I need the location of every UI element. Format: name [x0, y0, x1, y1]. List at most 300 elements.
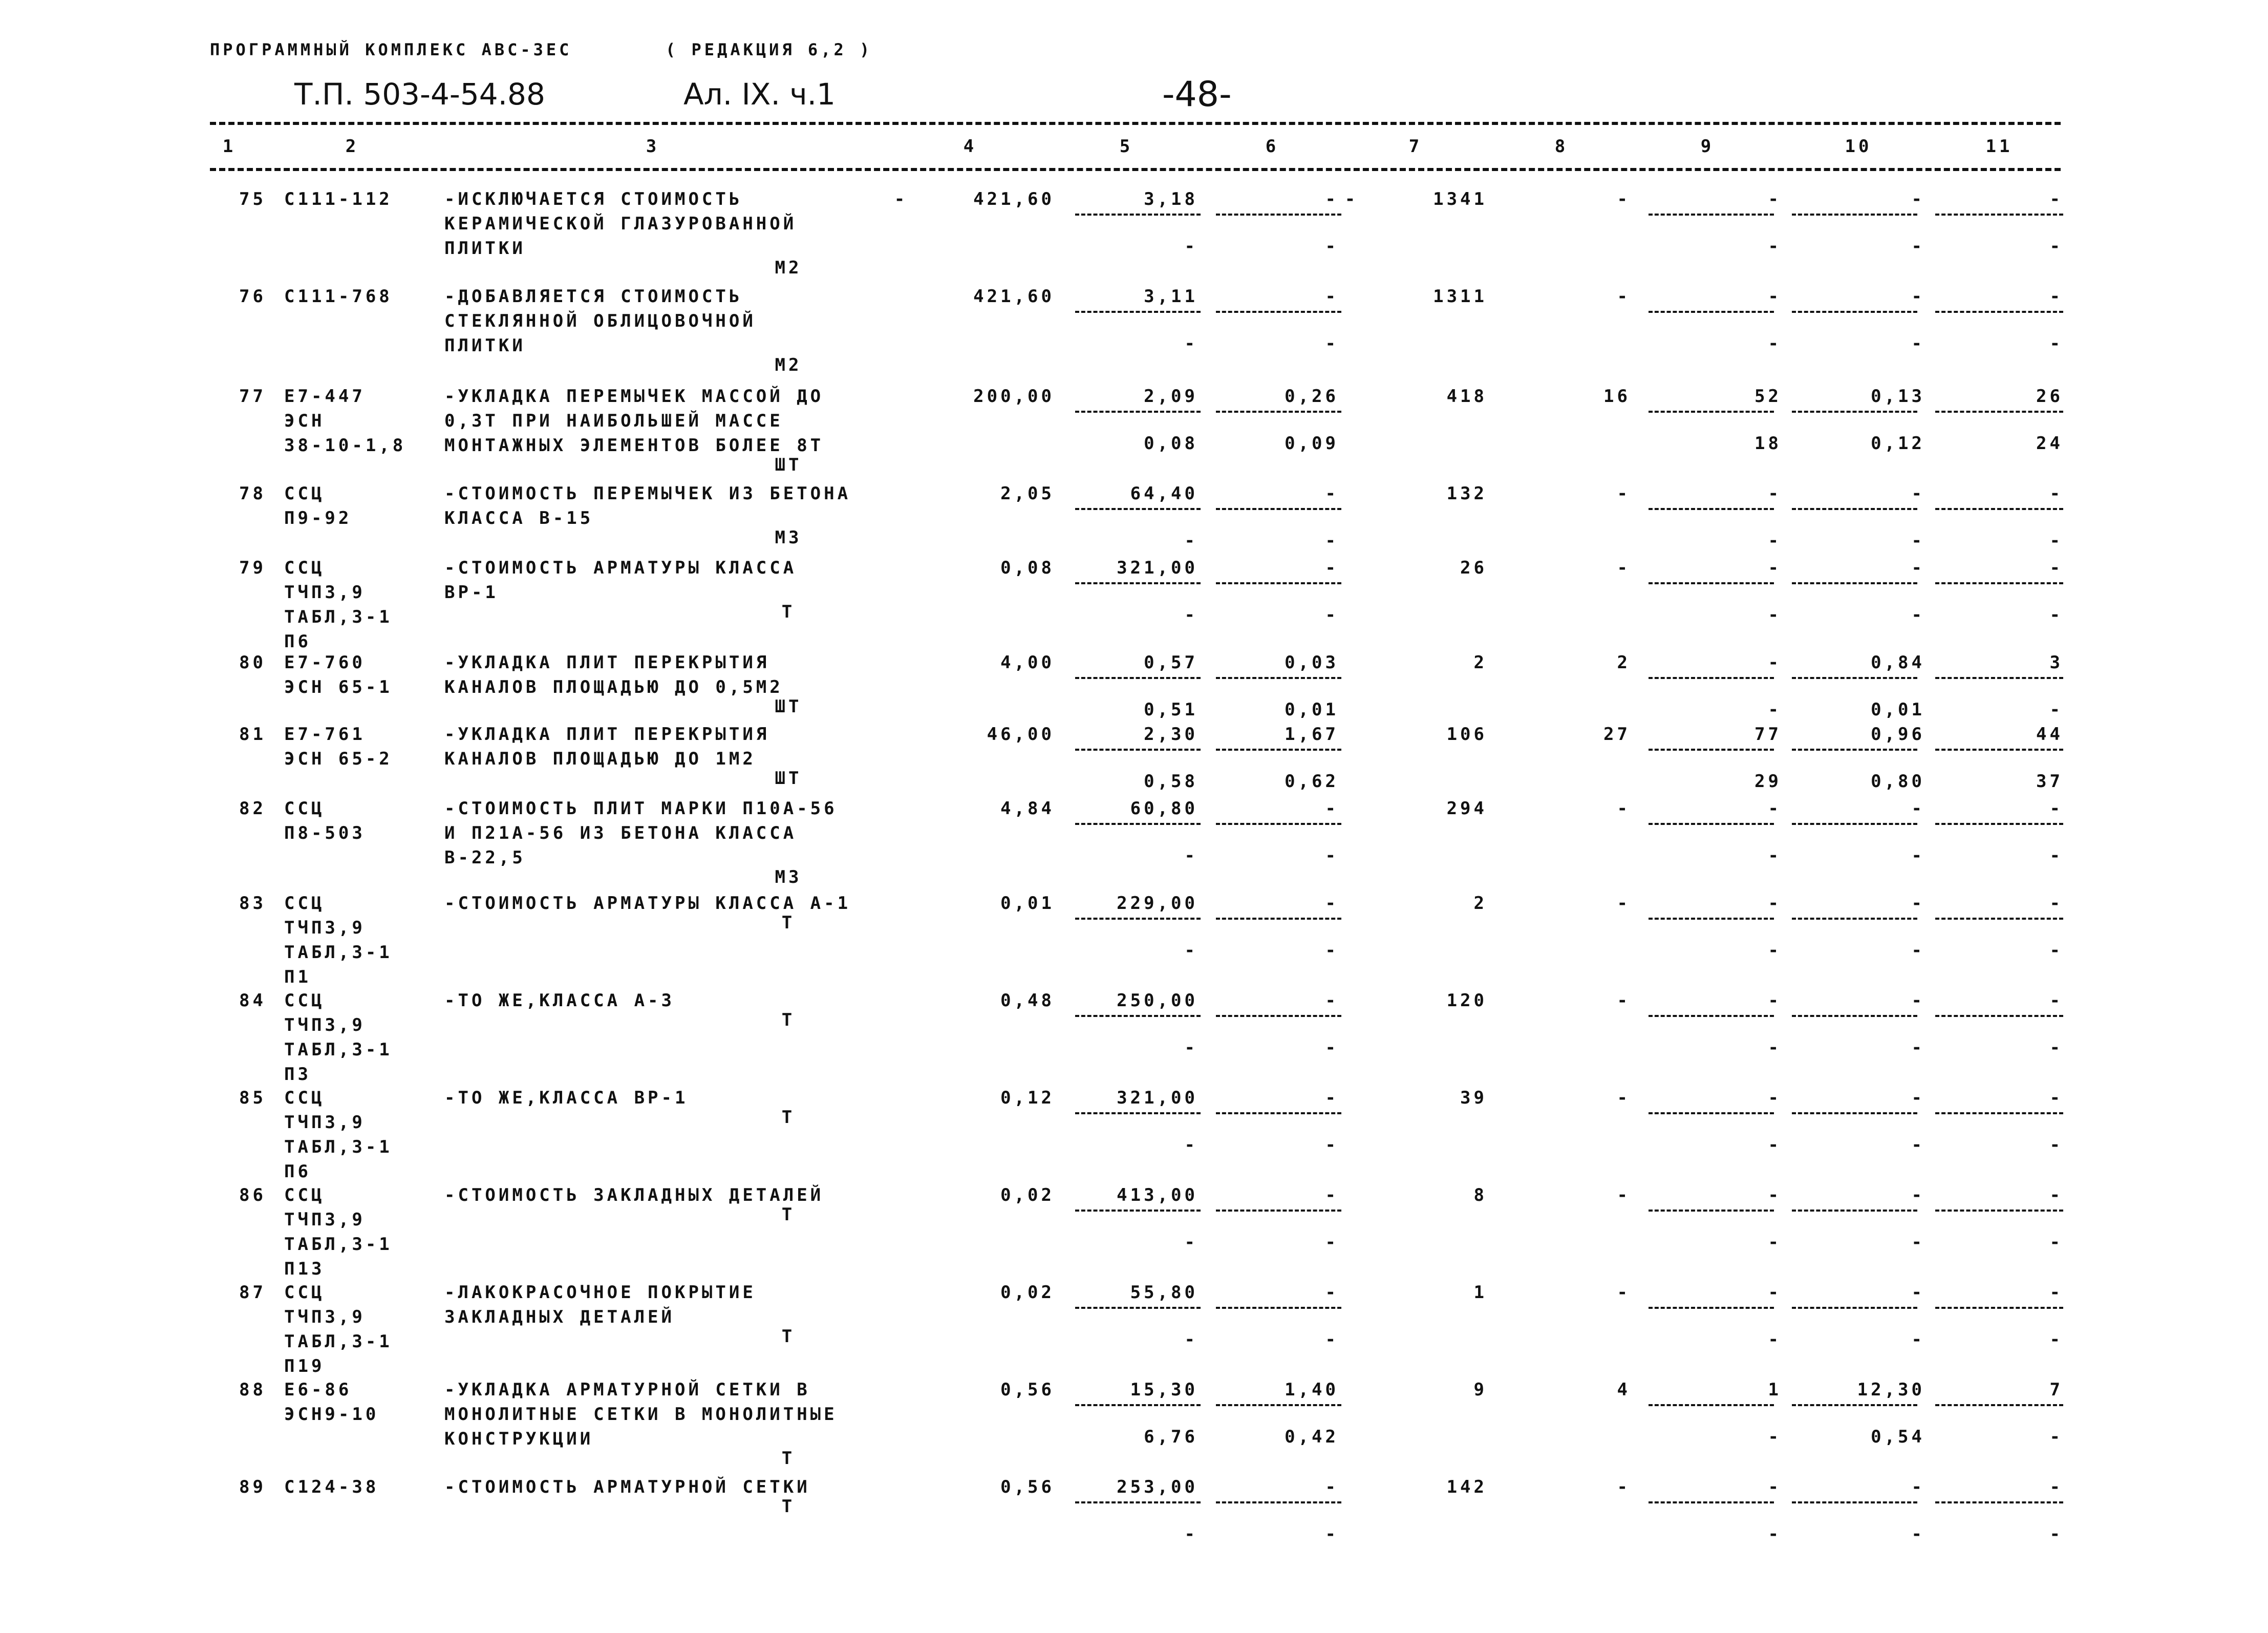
value-c5: 321,00	[1117, 558, 1198, 578]
value-c6: -	[1325, 990, 1339, 1011]
value-c10: -	[1911, 189, 1925, 209]
column-number: 1	[222, 136, 237, 157]
resource-code: ТАБЛ,3-1	[284, 1331, 393, 1352]
lower-value-c6: 0,62	[1285, 771, 1339, 792]
project-code: Т.П. 503-4-54.88	[294, 77, 545, 112]
value-qty: 2,05	[1000, 483, 1055, 504]
resource-code: ТЧП3,9	[284, 918, 366, 938]
value-c9: 52	[1755, 386, 1782, 407]
divider-c6	[1216, 677, 1341, 679]
resource-code: ССЦ	[284, 483, 325, 504]
resource-code: ССЦ	[284, 990, 325, 1011]
lower-value-c9: 18	[1755, 433, 1782, 454]
lower-value-c10: -	[1911, 236, 1925, 257]
value-qty: 0,08	[1000, 558, 1055, 578]
value-c10: -	[1911, 1477, 1925, 1497]
work-description: ЗАКЛАДНЫХ ДЕТАЛЕЙ	[444, 1307, 675, 1327]
row-number: 78	[239, 483, 266, 504]
row-number: 82	[239, 798, 266, 819]
value-c11: -	[2049, 189, 2063, 209]
work-description: -ИСКЛЮЧАЕТСЯ СТОИМОСТЬ	[444, 189, 743, 209]
divider-c6	[1216, 1112, 1341, 1114]
divider-c5	[1075, 582, 1201, 584]
value-c11: -	[2049, 483, 2063, 504]
unit-of-measure: ШТ	[775, 455, 802, 475]
value-c11: -	[2049, 798, 2063, 819]
resource-code: П19	[284, 1356, 325, 1376]
lower-value-c10: 0,12	[1871, 433, 1925, 454]
divider-c9	[1649, 749, 1774, 751]
value-c7: 120	[1446, 990, 1487, 1011]
divider-c10	[1792, 1112, 1917, 1114]
lower-value-c6: -	[1325, 605, 1339, 625]
value-c11: -	[2049, 286, 2063, 307]
value-c8: -	[1617, 286, 1631, 307]
value-c9: -	[1768, 286, 1782, 307]
divider-c5	[1075, 918, 1201, 920]
lower-value-c10: -	[1911, 1329, 1925, 1350]
resource-code: ЭСН	[284, 411, 325, 431]
lower-value-c5: -	[1184, 845, 1198, 866]
lower-value-c6: 0,01	[1285, 699, 1339, 720]
lower-value-c9: -	[1768, 940, 1782, 961]
lower-value-c6: -	[1325, 940, 1339, 961]
lower-value-c9: 29	[1755, 771, 1782, 792]
row-number: 83	[239, 893, 266, 914]
value-c7: 2	[1473, 652, 1487, 673]
divider-c10	[1792, 1501, 1917, 1503]
divider-c11	[1935, 1404, 2063, 1406]
divider-c11	[1935, 311, 2063, 313]
resource-code: ССЦ	[284, 1185, 325, 1205]
value-c6: -	[1325, 286, 1339, 307]
value-c6: 1,40	[1285, 1380, 1339, 1400]
divider-c6	[1216, 1404, 1341, 1406]
page-number: -48-	[1162, 74, 1232, 115]
value-c9: -	[1768, 1477, 1782, 1497]
value-c8: -	[1617, 189, 1631, 209]
work-description: МОНОЛИТНЫЕ СЕТКИ В МОНОЛИТНЫЕ	[444, 1404, 838, 1425]
value-c11: 44	[2036, 724, 2063, 745]
divider-c5	[1075, 823, 1201, 825]
lower-value-c9: -	[1768, 1524, 1782, 1544]
value-c10: 12,30	[1857, 1380, 1925, 1400]
value-c8: 4	[1617, 1380, 1631, 1400]
lower-value-c9: -	[1768, 333, 1782, 354]
lower-value-c10: 0,54	[1871, 1427, 1925, 1447]
lower-value-c5: -	[1184, 1135, 1198, 1155]
row-number: 80	[239, 652, 266, 673]
value-c11: 26	[2036, 386, 2063, 407]
value-c9: -	[1768, 652, 1782, 673]
value-c9: -	[1768, 1282, 1782, 1303]
value-c6: 0,26	[1285, 386, 1339, 407]
resource-code: П9-92	[284, 508, 352, 528]
value-qty: 4,84	[1000, 798, 1055, 819]
divider-c5	[1075, 411, 1201, 413]
work-description: -УКЛАДКА ПЛИТ ПЕРЕКРЫТИЯ	[444, 724, 770, 745]
divider-c11	[1935, 749, 2063, 751]
divider-c5	[1075, 1112, 1201, 1114]
divider-c9	[1649, 214, 1774, 216]
value-c10: -	[1911, 893, 1925, 914]
value-c10: -	[1911, 1185, 1925, 1205]
column-number: 6	[1265, 136, 1279, 157]
value-c10: 0,84	[1871, 652, 1925, 673]
lower-value-c6: -	[1325, 1037, 1339, 1058]
lower-value-c11: -	[2049, 333, 2063, 354]
lower-value-c10: -	[1911, 531, 1925, 551]
column-number: 7	[1408, 136, 1423, 157]
program-title: ПРОГРАММНЫЙ КОМПЛЕКС АВС-ЗЕС	[210, 40, 572, 59]
value-c10: 0,13	[1871, 386, 1925, 407]
divider-c9	[1649, 582, 1774, 584]
value-c8: 2	[1617, 652, 1631, 673]
value-c11: -	[2049, 1282, 2063, 1303]
divider-c6	[1216, 214, 1341, 216]
divider-c10	[1792, 1404, 1917, 1406]
lower-value-c5: -	[1184, 1232, 1198, 1253]
divider-c11	[1935, 918, 2063, 920]
resource-code: 38-10-1,8	[284, 435, 406, 456]
divider-c9	[1649, 823, 1774, 825]
resource-code: ССЦ	[284, 1088, 325, 1108]
lower-value-c9: -	[1768, 1232, 1782, 1253]
value-qty: 46,00	[987, 724, 1055, 745]
divider-c5	[1075, 677, 1201, 679]
value-c10: -	[1911, 990, 1925, 1011]
value-c7: 39	[1460, 1088, 1487, 1108]
divider-c11	[1935, 411, 2063, 413]
value-c11: -	[2049, 1477, 2063, 1497]
divider-c5	[1075, 1015, 1201, 1017]
resource-code: ТАБЛ,3-1	[284, 1137, 393, 1157]
divider-c9	[1649, 508, 1774, 510]
divider-c11	[1935, 582, 2063, 584]
value-c5: 321,00	[1117, 1088, 1198, 1108]
row-number: 84	[239, 990, 266, 1011]
value-c9: 77	[1755, 724, 1782, 745]
column-number: 2	[345, 136, 359, 157]
lower-value-c5: 0,51	[1144, 699, 1198, 720]
resource-code: ТАБЛ,3-1	[284, 1234, 393, 1255]
value-c7: 9	[1473, 1380, 1487, 1400]
row-number: 87	[239, 1282, 266, 1303]
divider-c10	[1792, 1307, 1917, 1309]
value-c11: -	[2049, 990, 2063, 1011]
divider-c10	[1792, 749, 1917, 751]
divider-c10	[1792, 918, 1917, 920]
lower-value-c6: -	[1325, 1232, 1339, 1253]
lower-value-c9: -	[1768, 1427, 1782, 1447]
divider-c9	[1649, 677, 1774, 679]
work-description: -СТОИМОСТЬ ПЕРЕМЫЧЕК ИЗ БЕТОНА	[444, 483, 851, 504]
lower-value-c11: -	[2049, 1329, 2063, 1350]
divider-c6	[1216, 508, 1341, 510]
divider-c5	[1075, 749, 1201, 751]
divider-c11	[1935, 1015, 2063, 1017]
value-c6: -	[1325, 483, 1339, 504]
divider-c9	[1649, 1112, 1774, 1114]
column-number: 5	[1119, 136, 1133, 157]
value-c5: 253,00	[1117, 1477, 1198, 1497]
work-description: ПЛИТКИ	[444, 238, 526, 259]
lower-value-c6: -	[1325, 1135, 1339, 1155]
resource-code: Е7-761	[284, 724, 366, 745]
resource-code: Е7-760	[284, 652, 366, 673]
lower-value-c10: -	[1911, 1037, 1925, 1058]
column-number: 4	[963, 136, 977, 157]
divider-c11	[1935, 1307, 2063, 1309]
divider-c6	[1216, 411, 1341, 413]
value-c7: 26	[1460, 558, 1487, 578]
resource-code: П3	[284, 1064, 311, 1085]
value-c7: 132	[1446, 483, 1487, 504]
value-c9: -	[1768, 483, 1782, 504]
header-rule-top	[210, 122, 2061, 125]
lower-value-c11: -	[2049, 845, 2063, 866]
unit-of-measure: Т	[781, 1496, 796, 1517]
lower-value-c6: -	[1325, 1524, 1339, 1544]
resource-code: ТЧП3,9	[284, 1112, 366, 1133]
value-c5: 3,11	[1144, 286, 1198, 307]
lower-value-c10: -	[1911, 1232, 1925, 1253]
divider-c9	[1649, 1307, 1774, 1309]
unit-of-measure: Т	[781, 913, 796, 933]
divider-c5	[1075, 1501, 1201, 1503]
edition-label: ( РЕДАКЦИЯ 6,2 )	[666, 40, 873, 59]
value-c7: 142	[1446, 1477, 1487, 1497]
value-c10: -	[1911, 558, 1925, 578]
lower-value-c9: -	[1768, 845, 1782, 866]
resource-code: ТЧП3,9	[284, 1307, 366, 1327]
divider-c11	[1935, 677, 2063, 679]
divider-c6	[1216, 918, 1341, 920]
divider-c6	[1216, 582, 1341, 584]
column-number: 9	[1700, 136, 1715, 157]
value-c5: 250,00	[1117, 990, 1198, 1011]
resource-code: Е6-86	[284, 1380, 352, 1400]
value-qty: 0,02	[1000, 1185, 1055, 1205]
lower-value-c6: -	[1325, 1329, 1339, 1350]
lower-value-c5: 0,08	[1144, 433, 1198, 454]
lower-value-c9: -	[1768, 1135, 1782, 1155]
lower-value-c5: -	[1184, 333, 1198, 354]
value-c5: 229,00	[1117, 893, 1198, 914]
divider-c11	[1935, 508, 2063, 510]
unit-of-measure: Т	[781, 1010, 796, 1030]
lower-value-c11: -	[2049, 1232, 2063, 1253]
lower-value-c11: -	[2049, 1037, 2063, 1058]
value-c11: 3	[2049, 652, 2063, 673]
work-description: -ТО ЖЕ,КЛАССА А-3	[444, 990, 675, 1011]
lower-value-c9: -	[1768, 699, 1782, 720]
value-c5: 413,00	[1117, 1185, 1198, 1205]
work-description: ПЛИТКИ	[444, 335, 526, 356]
value-c8: -	[1617, 1477, 1631, 1497]
divider-c10	[1792, 508, 1917, 510]
resource-code: ТЧП3,9	[284, 1015, 366, 1035]
value-c9: -	[1768, 189, 1782, 209]
value-qty: 4,00	[1000, 652, 1055, 673]
resource-code: С111-112	[284, 189, 393, 209]
resource-code: ТАБЛ,3-1	[284, 942, 393, 963]
row-number: 77	[239, 386, 266, 407]
value-c5: 3,18	[1144, 189, 1198, 209]
value-c6: -	[1325, 189, 1339, 209]
value-c8: -	[1617, 1282, 1631, 1303]
row-number: 81	[239, 724, 266, 745]
lower-value-c6: 0,09	[1285, 433, 1339, 454]
value-c8: -	[1617, 483, 1631, 504]
divider-c11	[1935, 1210, 2063, 1212]
value-c7: 1	[1473, 1282, 1487, 1303]
value-c5: 15,30	[1130, 1380, 1198, 1400]
unit-of-measure: Т	[781, 1326, 796, 1347]
value-c10: -	[1911, 483, 1925, 504]
work-description: 0,3Т ПРИ НАИБОЛЬШЕЙ МАССЕ	[444, 411, 783, 431]
column-number: 11	[1985, 136, 2013, 157]
work-description: КОНСТРУКЦИИ	[444, 1429, 594, 1449]
row-number: 89	[239, 1477, 266, 1497]
divider-c10	[1792, 1015, 1917, 1017]
divider-c9	[1649, 1501, 1774, 1503]
divider-c10	[1792, 214, 1917, 216]
value-qty: 0,01	[1000, 893, 1055, 914]
divider-c6	[1216, 749, 1341, 751]
value-c5: 0,57	[1144, 652, 1198, 673]
resource-code: ТАБЛ,3-1	[284, 1040, 393, 1060]
value-c11: -	[2049, 893, 2063, 914]
lower-value-c6: 0,42	[1285, 1427, 1339, 1447]
sign-marker: -	[894, 189, 908, 209]
lower-value-c9: -	[1768, 605, 1782, 625]
lower-value-c11: -	[2049, 1524, 2063, 1544]
column-number: 3	[646, 136, 660, 157]
value-c8: -	[1617, 798, 1631, 819]
divider-c9	[1649, 1015, 1774, 1017]
value-c8: -	[1617, 1088, 1631, 1108]
row-number: 76	[239, 286, 266, 307]
value-c8: 16	[1603, 386, 1631, 407]
value-c6: -	[1325, 1282, 1339, 1303]
row-number: 85	[239, 1088, 266, 1108]
resource-code: П8-503	[284, 823, 366, 843]
divider-c10	[1792, 311, 1917, 313]
lower-value-c11: 37	[2036, 771, 2063, 792]
value-c7: 106	[1446, 724, 1487, 745]
lower-value-c10: -	[1911, 605, 1925, 625]
value-c11: -	[2049, 558, 2063, 578]
value-qty: 421,60	[973, 286, 1055, 307]
work-description: -ДОБАВЛЯЕТСЯ СТОИМОСТЬ	[444, 286, 743, 307]
value-c5: 2,09	[1144, 386, 1198, 407]
divider-c10	[1792, 823, 1917, 825]
resource-code: П13	[284, 1259, 325, 1279]
value-c10: -	[1911, 1088, 1925, 1108]
resource-code: С111-768	[284, 286, 393, 307]
resource-code: ТЧП3,9	[284, 582, 366, 603]
value-c10: -	[1911, 1282, 1925, 1303]
lower-value-c5: -	[1184, 236, 1198, 257]
unit-of-measure: М3	[775, 527, 802, 548]
lower-value-c6: -	[1325, 333, 1339, 354]
unit-of-measure: ШТ	[775, 696, 802, 717]
lower-value-c10: 0,01	[1871, 699, 1925, 720]
work-description: -СТОИМОСТЬ АРМАТУРНОЙ СЕТКИ	[444, 1477, 810, 1497]
row-number: 86	[239, 1185, 266, 1205]
value-c7: 8	[1473, 1185, 1487, 1205]
value-c7: 2	[1473, 893, 1487, 914]
work-description: -СТОИМОСТЬ АРМАТУРЫ КЛАССА А-1	[444, 893, 851, 914]
divider-c9	[1649, 1404, 1774, 1406]
value-c7: 1341	[1433, 189, 1487, 209]
column-number: 10	[1845, 136, 1872, 157]
lower-value-c6: -	[1325, 845, 1339, 866]
value-qty: 0,48	[1000, 990, 1055, 1011]
divider-c5	[1075, 508, 1201, 510]
value-c7: 294	[1446, 798, 1487, 819]
value-c8: -	[1617, 893, 1631, 914]
divider-c9	[1649, 311, 1774, 313]
value-c6: -	[1325, 1185, 1339, 1205]
column-number: 8	[1554, 136, 1569, 157]
lower-value-c10: -	[1911, 940, 1925, 961]
unit-of-measure: Т	[781, 1204, 796, 1225]
value-c5: 60,80	[1130, 798, 1198, 819]
value-c6: -	[1325, 558, 1339, 578]
resource-code: ЭСН9-10	[284, 1404, 379, 1425]
work-description: -СТОИМОСТЬ ЗАКЛАДНЫХ ДЕТАЛЕЙ	[444, 1185, 824, 1205]
work-description: КЛАССА В-15	[444, 508, 594, 528]
divider-c5	[1075, 214, 1201, 216]
col6-extra: -	[1344, 189, 1359, 209]
unit-of-measure: Т	[781, 1107, 796, 1128]
value-c7: 418	[1446, 386, 1487, 407]
resource-code: ЭСН 65-2	[284, 749, 393, 769]
divider-c10	[1792, 411, 1917, 413]
work-description: -УКЛАДКА АРМАТУРНОЙ СЕТКИ В	[444, 1380, 810, 1400]
lower-value-c10: -	[1911, 333, 1925, 354]
value-c9: -	[1768, 990, 1782, 1011]
value-qty: 0,02	[1000, 1282, 1055, 1303]
divider-c11	[1935, 823, 2063, 825]
divider-c6	[1216, 1210, 1341, 1212]
lower-value-c11: -	[2049, 699, 2063, 720]
unit-of-measure: М2	[775, 355, 802, 375]
value-c5: 2,30	[1144, 724, 1198, 745]
value-qty: 421,60	[973, 189, 1055, 209]
resource-code: Е7-447	[284, 386, 366, 407]
value-c8: -	[1617, 558, 1631, 578]
work-description: МОНТАЖНЫХ ЭЛЕМЕНТОВ БОЛЕЕ 8Т	[444, 435, 824, 456]
divider-c9	[1649, 1210, 1774, 1212]
lower-value-c11: 24	[2036, 433, 2063, 454]
value-c9: 1	[1768, 1380, 1782, 1400]
divider-c5	[1075, 311, 1201, 313]
divider-c6	[1216, 1015, 1341, 1017]
lower-value-c11: -	[2049, 236, 2063, 257]
divider-c11	[1935, 1501, 2063, 1503]
resource-code: П6	[284, 631, 311, 652]
value-c11: -	[2049, 1088, 2063, 1108]
value-c10: -	[1911, 286, 1925, 307]
value-c10: -	[1911, 798, 1925, 819]
lower-value-c11: -	[2049, 1427, 2063, 1447]
value-c6: 0,03	[1285, 652, 1339, 673]
value-c9: -	[1768, 558, 1782, 578]
value-c8: 27	[1603, 724, 1631, 745]
